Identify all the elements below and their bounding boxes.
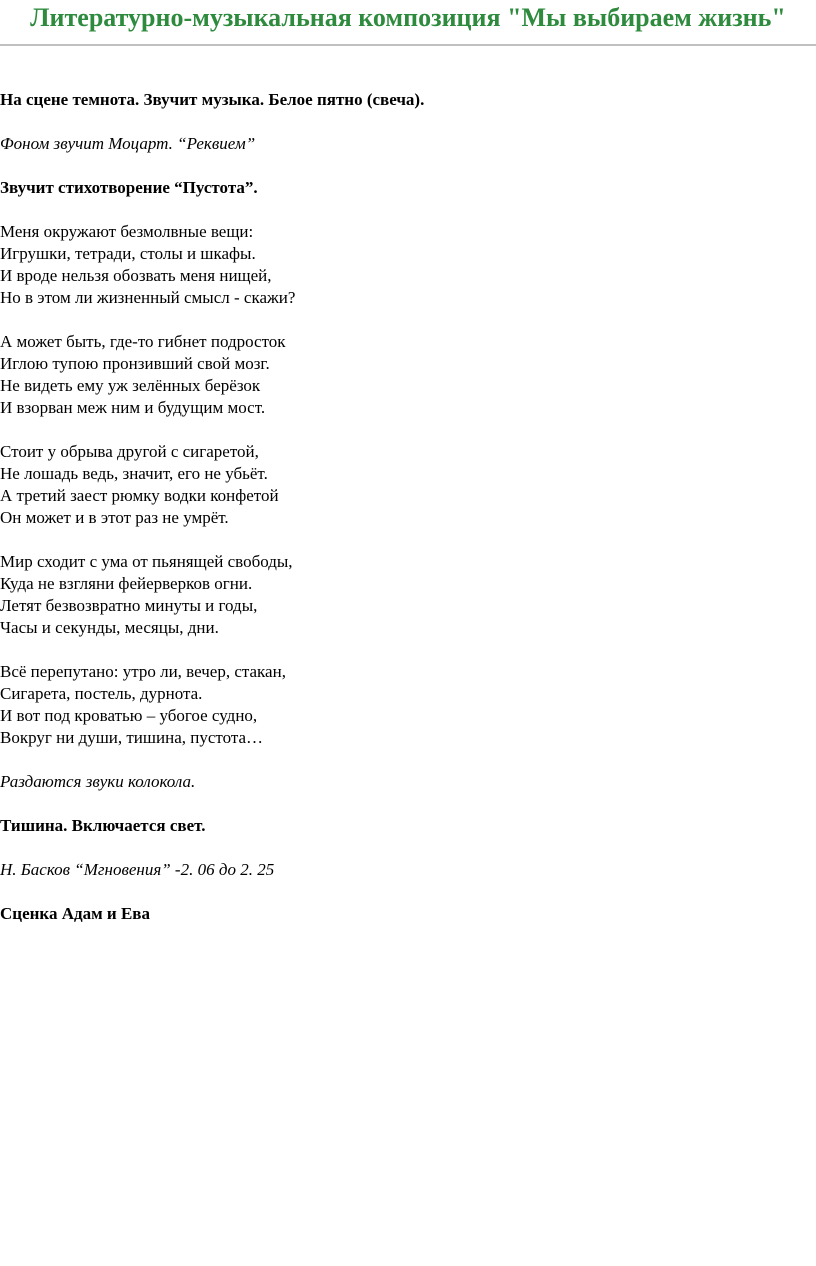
poem-line: Иглою тупою пронзивший свой мозг. xyxy=(0,354,270,373)
poem-line: Вокруг ни души, тишина, пустота… xyxy=(0,728,264,747)
poem-line: Куда не взгляни фейерверков огни. xyxy=(0,574,253,593)
music-cue: Н. Басков “Мгновения” -2. 06 до 2. 25 xyxy=(0,860,275,879)
poem xyxy=(0,221,800,749)
poem-line: И взорван меж ним и будущим мост. xyxy=(0,398,266,417)
poem-stanza xyxy=(0,331,800,419)
poem-line: А может быть, где-то гибнет подросток xyxy=(0,332,286,351)
poem-line: И вроде нельзя обозвать меня нищей, xyxy=(0,266,272,285)
poem-line: Но в этом ли жизненный смысл - скажи? xyxy=(0,288,296,307)
poem-line: Всё перепутано: утро ли, вечер, стакан, xyxy=(0,662,286,681)
background-music-note: Фоном звучит Моцарт. “Реквием” xyxy=(0,134,256,153)
next-scene-heading: Сценка Адам и Ева xyxy=(0,904,150,923)
poem-line: Меня окружают безмолвные вещи: xyxy=(0,222,254,241)
poem-line: И вот под кроватью – убогое судно, xyxy=(0,706,258,725)
poem-line: Не лошадь ведь, значит, его не убьёт. xyxy=(0,464,268,483)
poem-stanza xyxy=(0,441,800,529)
poem-heading: Звучит стихотворение “Пустота”. xyxy=(0,178,258,197)
document-title: Литературно-музыкальная композиция "Мы выбираем жизнь" xyxy=(30,3,786,32)
poem-line: А третий заест рюмку водки конфетой xyxy=(0,486,279,505)
poem-line: Сигарета, постель, дурнота. xyxy=(0,684,203,703)
poem-line: Часы и секунды, месяцы, дни. xyxy=(0,618,219,637)
poem-line: Мир сходит с ума от пьянящей свободы, xyxy=(0,552,293,571)
scene-direction: На сцене темнота. Звучит музыка. Белое пятно (свеча). xyxy=(0,90,425,109)
poem-line: Стоит у обрыва другой с сигаретой, xyxy=(0,442,259,461)
poem-stanza xyxy=(0,221,800,309)
title-divider xyxy=(0,44,816,46)
poem-stanza xyxy=(0,661,800,749)
poem-line: Он может и в этот раз не умрёт. xyxy=(0,508,229,527)
bells-direction: Раздаются звуки колокола. xyxy=(0,772,196,791)
document-body xyxy=(0,89,800,947)
poem-line: Летят безвозвратно минуты и годы, xyxy=(0,596,258,615)
poem-line: Игрушки, тетради, столы и шкафы. xyxy=(0,244,256,263)
poem-stanza xyxy=(0,551,800,639)
lights-direction: Тишина. Включается свет. xyxy=(0,816,206,835)
poem-line: Не видеть ему уж зелённых берёзок xyxy=(0,376,261,395)
